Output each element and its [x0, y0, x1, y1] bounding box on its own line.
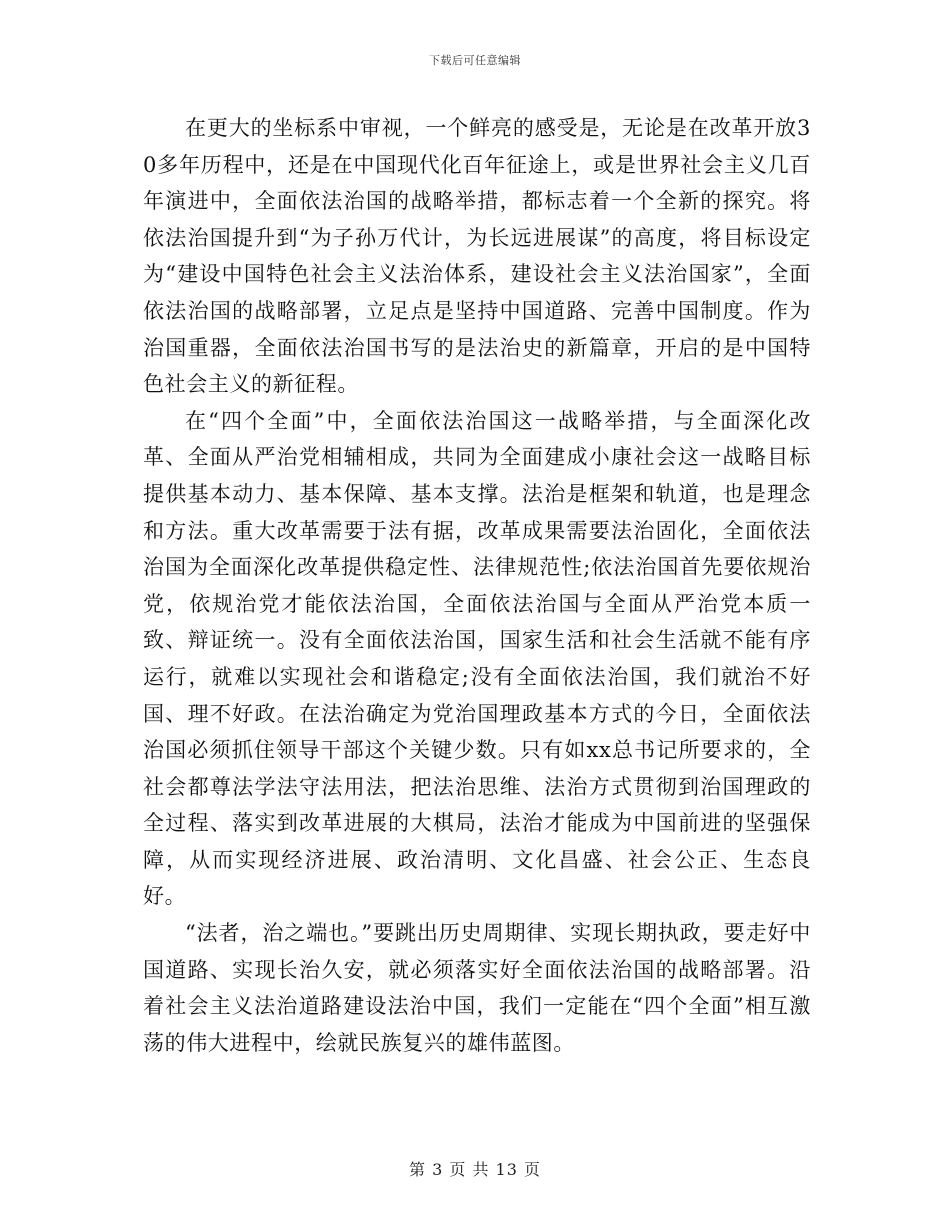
- page-footer: 第 3 页 共 13 页: [409, 1160, 541, 1179]
- document-body: [143, 110, 811, 1061]
- paragraph-1: 在更大的坐标系中审视，一个鲜亮的感受是，无论是在改革开放30多年历程中，还是在中国现代化百年征途上，或是世界社会主义几百年演进中，全面依法治国的战略举措，都标志着一个全新的探究。将依法治国提升到“为子孙万代计，为长远进展谋”的高度，将目标设定为“建设中国特色社会主义法治体系，建设社会主义法治国家”，全面依法治国的战略部署，立足点是坚持中国道路、完善中国制度。作为治国重器，全面依法治国书写的是法治史的新篇章，开启的是中国特色社会主义的新征程。: [143, 116, 811, 397]
- page-header: 下载后可任意编辑: [429, 54, 521, 67]
- paragraph-2: 在“四个全面”中，全面依法治国这一战略举措，与全面深化改革、全面从严治党相辅相成，共同为全面建成小康社会这一战略目标提供基本动力、基本保障、基本支撑。法治是框架和轨道，也是理念和方法。重大改革需要于法有据，改革成果需要法治固化，全面依法治国为全面深化改革提供稳定性、法律规范性;依法治国首先要依规治党，依规治党才能依法治国，全面依法治国与全面从严治党本质一致、辩证统一。没有全面依法治国，国家生活和社会生活就不能有序运行，就难以实现社会和谐稳定;没有全面依法治国，我们就治不好国、理不好政。在法治确定为党治国理政基本方式的今日，全面依法治国必须抓住领导干部这个关键少数。只有如xx总书记所要求的，全社会都尊法学法守法用法，把法治思维、法治方式贯彻到治国理政的全过程、落实到改革进展的大棋局，法治才能成为中国前进的坚强保障，从而实现经济进展、政治清明、文化昌盛、社会公正、生态良好。: [143, 408, 811, 909]
- paragraph-3: “法者，治之端也。”要跳出历史周期律、实现长期执政，要走好中国道路、实现长治久安，就必须落实好全面依法治国的战略部署。沿着社会主义法治道路建设法治中国，我们一定能在“四个全面”相互激荡的伟大进程中，绘就民族复兴的雄伟蓝图。: [143, 921, 811, 1055]
